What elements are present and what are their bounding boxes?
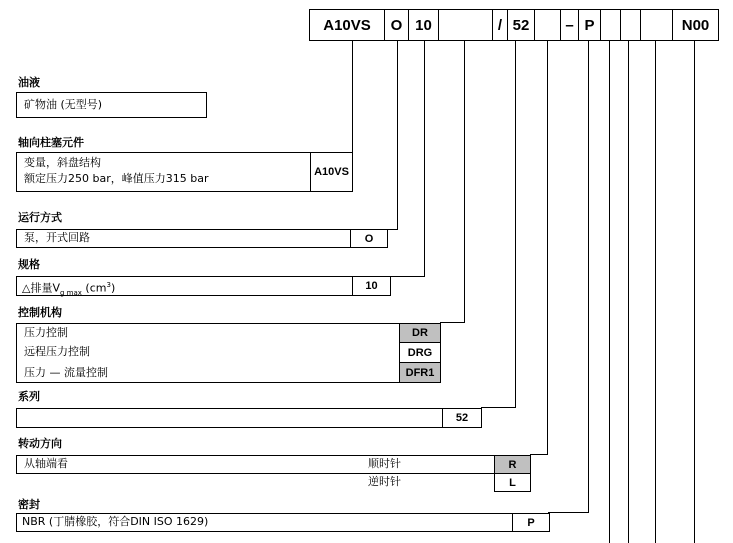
axial-code: A10VS bbox=[310, 152, 353, 192]
header-cell-rotation: P bbox=[578, 9, 601, 41]
size-option-label bbox=[22, 278, 115, 300]
header-cell-size: 10 bbox=[408, 9, 439, 41]
size-prefix: △排量V bbox=[22, 281, 60, 295]
connector-control-h bbox=[440, 322, 465, 323]
header-cell-shaft bbox=[620, 9, 641, 41]
connector-size-h bbox=[390, 276, 425, 277]
connector-operation-h bbox=[387, 229, 398, 230]
rotation-label: 从轴端看 bbox=[24, 457, 68, 470]
size-subscript: g max bbox=[59, 288, 82, 297]
header-cell-series-code: A10VS bbox=[309, 9, 385, 41]
header-cell-operation: O bbox=[384, 9, 409, 41]
connector-size-v bbox=[424, 41, 425, 277]
operation-code: O bbox=[350, 229, 388, 248]
connector-port-v bbox=[655, 41, 656, 543]
connector-flange-v bbox=[628, 41, 629, 543]
section-title-series: 系列 bbox=[18, 390, 40, 403]
connector-rotation-v bbox=[547, 41, 548, 455]
seal-option-label: NBR (丁腈橡胶，符合DIN ISO 1629) bbox=[22, 515, 209, 528]
size-unit-close: ) bbox=[110, 281, 116, 295]
section-title-seal: 密封 bbox=[18, 498, 40, 511]
series-option-box bbox=[16, 408, 482, 428]
rotation-option-label-ccw: 逆时针 bbox=[368, 475, 401, 488]
rotation-code-r: R bbox=[494, 455, 531, 474]
section-title-control: 控制机构 bbox=[18, 306, 62, 319]
section-title-size: 规格 bbox=[18, 258, 40, 271]
header-cell-control bbox=[438, 9, 493, 41]
section-title-rotation: 转动方向 bbox=[18, 437, 62, 450]
header-cell-blank bbox=[534, 9, 561, 41]
axial-line-2: 额定压力250 bar，峰值压力315 bar bbox=[24, 172, 209, 185]
control-code-drg: DRG bbox=[399, 342, 441, 363]
header-cell-n00: N00 bbox=[672, 9, 719, 41]
section-title-axial: 轴向柱塞元件 bbox=[18, 136, 84, 149]
connector-rotation-h bbox=[530, 454, 548, 455]
header-cell-series: 52 bbox=[507, 9, 535, 41]
connector-control-v bbox=[464, 41, 465, 323]
rotation-divider bbox=[365, 473, 494, 474]
size-unit-open: (cm bbox=[81, 281, 107, 295]
connector-series-v bbox=[515, 41, 516, 408]
header-cell-flange bbox=[640, 9, 673, 41]
connector-seal-v bbox=[588, 41, 589, 513]
rotation-option-box bbox=[16, 455, 531, 474]
series-code: 52 bbox=[442, 408, 482, 428]
header-cell-seal bbox=[600, 9, 621, 41]
header-cell-slash: / bbox=[492, 9, 508, 41]
connector-operation-v bbox=[397, 41, 398, 230]
fluid-option-label: 矿物油 (无型号) bbox=[24, 98, 103, 111]
size-superscript: 3 bbox=[106, 281, 111, 289]
rotation-option-label-cw: 顺时针 bbox=[368, 457, 401, 470]
axial-line-1: 变量，斜盘结构 bbox=[24, 156, 101, 169]
operation-option-label: 泵，开式回路 bbox=[24, 231, 90, 244]
control-code-dr: DR bbox=[399, 323, 441, 343]
seal-code: P bbox=[512, 513, 550, 532]
connector-n00-v bbox=[694, 41, 695, 543]
control-code-dfr1: DFR1 bbox=[399, 362, 441, 383]
connector-series-h bbox=[481, 407, 516, 408]
size-code: 10 bbox=[352, 276, 391, 296]
header-cell-dash: – bbox=[560, 9, 579, 41]
control-option-label-dr: 压力控制 bbox=[24, 326, 68, 339]
rotation-code-l: L bbox=[494, 473, 531, 492]
section-title-operation: 运行方式 bbox=[18, 211, 62, 224]
control-option-label-dfr1: 压力 — 流量控制 bbox=[24, 366, 108, 379]
connector-seal-h bbox=[548, 512, 589, 513]
control-option-label-drg: 远程压力控制 bbox=[24, 345, 90, 358]
connector-shaft-v bbox=[609, 41, 610, 543]
section-title-fluid: 油液 bbox=[18, 76, 40, 89]
